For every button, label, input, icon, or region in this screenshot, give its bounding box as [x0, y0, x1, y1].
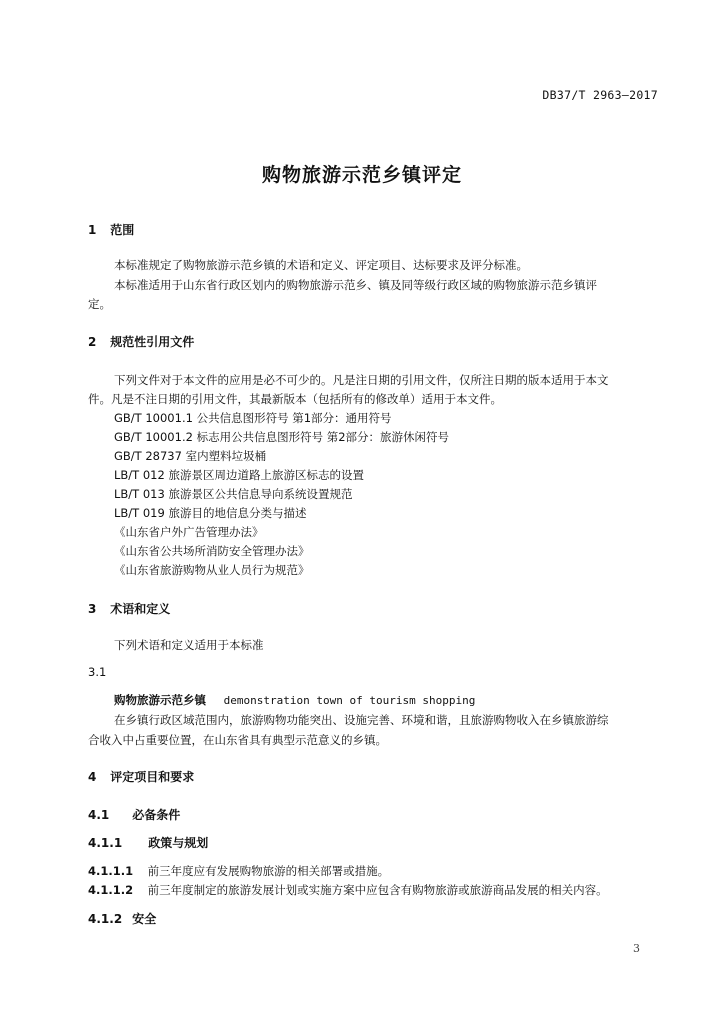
section-title: 规范性引用文件 — [110, 335, 195, 349]
paragraph: 本标准适用于山东省行政区划内的购物旅游示范乡、镇及同等级行政区域的购物旅游示范乡镇评 — [114, 278, 597, 292]
section-number: 1 — [88, 223, 97, 237]
paragraph-continuation: 件。凡是不注日期的引用文件，其最新版本（包括所有的修改单）适用于本文件。 — [88, 392, 502, 406]
paragraph: 下列术语和定义适用于本标准 — [114, 638, 264, 652]
subsection-4-1-1-heading — [88, 834, 208, 851]
section-number: 4 — [88, 770, 97, 784]
section-1-heading — [88, 221, 134, 238]
subsection-4-1-heading — [88, 806, 180, 823]
term-chinese: 购物旅游示范乡镇 — [114, 693, 206, 707]
section-title: 范围 — [110, 223, 135, 237]
clause-number: 4.1.1.1 — [88, 864, 134, 878]
reference-item: GB/T 10001.2 标志用公共信息图形符号 第2部分：旅游休闲符号 — [114, 430, 450, 444]
reference-item: GB/T 10001.1 公共信息图形符号 第1部分：通用符号 — [114, 411, 392, 425]
term-english: demonstration town of tourism shopping — [223, 694, 476, 707]
subsection-4-1-2-heading — [88, 910, 156, 927]
reference-item: LB/T 013 旅游景区公共信息导向系统设置规范 — [114, 487, 353, 501]
term-entry — [114, 691, 475, 710]
section-number: 3 — [88, 602, 97, 616]
paragraph-continuation: 定。 — [88, 297, 111, 311]
reference-item: LB/T 019 旅游目的地信息分类与描述 — [114, 506, 307, 520]
section-number: 2 — [88, 335, 97, 349]
clause-number: 4.1.1.2 — [88, 883, 134, 897]
subsection-number: 4.1.1 — [88, 836, 123, 850]
definition-continuation: 合收入中占重要位置，在山东省具有典型示范意义的乡镇。 — [88, 733, 387, 747]
section-title: 术语和定义 — [110, 602, 171, 616]
standard-number: DB37/T 2963—2017 — [542, 88, 658, 102]
subsection-number: 4.1 — [88, 808, 110, 822]
subsection-title: 必备条件 — [132, 808, 181, 822]
paragraph: 下列文件对于本文件的应用是必不可少的。凡是注日期的引用文件，仅所注日期的版本适用于本文 — [114, 373, 609, 387]
clause-text: 前三年度制定的旅游发展计划或实施方案中应包含有购物旅游或旅游商品发展的相关内容。 — [147, 883, 608, 897]
subsection-number: 4.1.2 — [88, 912, 123, 926]
document-title: 购物旅游示范乡镇评定 — [261, 164, 462, 186]
subsection-title: 安全 — [132, 912, 157, 926]
paragraph: 本标准规定了购物旅游示范乡镇的术语和定义、评定项目、达标要求及评分标准。 — [114, 258, 528, 272]
clause-4-1-1-2 — [88, 881, 608, 900]
reference-item: 《山东省公共场所消防安全管理办法》 — [114, 544, 310, 558]
page-number: 3 — [633, 942, 640, 955]
reference-item: LB/T 012 旅游景区周边道路上旅游区标志的设置 — [114, 468, 364, 482]
clause-4-1-1-1 — [88, 862, 389, 881]
section-4-heading — [88, 768, 194, 785]
clause-text: 前三年度应有发展购物旅游的相关部署或措施。 — [147, 864, 390, 878]
section-title: 评定项目和要求 — [110, 770, 195, 784]
definition: 在乡镇行政区域范围内，旅游购物功能突出、设施完善、环境和谐，且旅游购物收入在乡镇旅游综 — [114, 713, 609, 727]
reference-item: 《山东省旅游购物从业人员行为规范》 — [114, 563, 310, 577]
section-2-heading — [88, 333, 194, 350]
reference-item: GB/T 28737 室内塑料垃圾桶 — [114, 449, 267, 463]
subsection-title: 政策与规划 — [148, 836, 209, 850]
subsection-number: 3.1 — [88, 665, 107, 679]
reference-item: 《山东省户外广告管理办法》 — [114, 525, 264, 539]
section-3-heading — [88, 600, 170, 617]
